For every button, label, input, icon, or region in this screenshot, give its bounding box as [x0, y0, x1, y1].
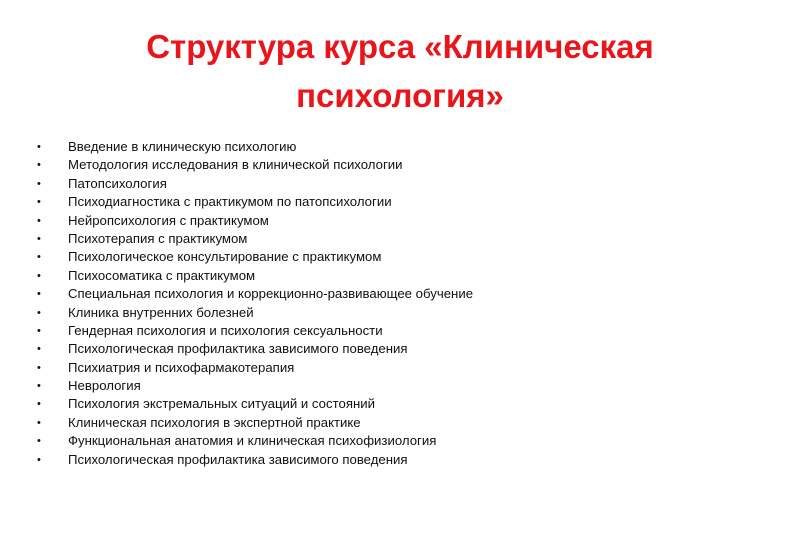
list-item-text: Методология исследования в клинической психологии — [68, 157, 403, 173]
list-item — [37, 175, 777, 193]
list-item — [37, 451, 777, 469]
list-item — [37, 230, 777, 248]
slide-title: Структура курса «Клиническая психология» — [146, 28, 654, 114]
bullet-icon: • — [37, 416, 41, 429]
bullet-icon: • — [37, 435, 41, 448]
list-item-text: Неврология — [68, 378, 141, 394]
list-item-text: Психосоматика с практикумом — [68, 267, 256, 283]
list-item-text: Клиника внутренних болезней — [68, 304, 254, 320]
list-item — [37, 414, 777, 432]
bullet-icon: • — [37, 380, 41, 393]
list-item-text: Патопсихология — [68, 175, 167, 191]
list-item — [37, 322, 777, 340]
bullet-icon: • — [37, 141, 41, 153]
list-item — [37, 156, 777, 174]
list-item — [37, 359, 777, 377]
list-item — [37, 340, 777, 358]
bullet-icon: • — [37, 251, 41, 264]
bullet-icon: • — [37, 398, 41, 411]
bullet-icon: • — [37, 288, 41, 301]
list-item-text: Психодиагностика с практикумом по патопсихологии — [68, 194, 392, 210]
bullet-icon: • — [37, 159, 41, 172]
list-item-text: Специальная психология и коррекционно-развивающее обучение — [68, 286, 474, 302]
list-item — [37, 377, 777, 395]
list-item-text: Введение в клиническую психологию — [68, 139, 297, 154]
list-item — [37, 267, 777, 285]
list-item-text: Психологическая профилактика зависимого поведения — [68, 451, 408, 467]
list-item-text: Психологическое консультирование с практикумом — [68, 249, 382, 265]
list-item-text: Клиническая психология в экспертной практике — [68, 414, 361, 430]
list-item — [37, 432, 777, 450]
list-item — [37, 193, 777, 211]
list-item — [37, 212, 777, 230]
bullet-icon: • — [37, 196, 41, 209]
bullet-icon: • — [37, 232, 41, 245]
list-item-text: Гендерная психология и психология сексуальности — [68, 322, 383, 338]
list-item — [37, 395, 777, 413]
bullet-icon: • — [37, 177, 41, 190]
list-item-text: Психиатрия и психофармакотерапия — [68, 359, 295, 375]
course-list — [37, 138, 777, 469]
bullet-icon: • — [37, 269, 41, 282]
bullet-icon: • — [37, 453, 41, 466]
list-item — [37, 138, 777, 156]
list-item — [37, 304, 777, 322]
bullet-icon: • — [37, 214, 41, 227]
list-item — [37, 285, 777, 303]
bullet-icon: • — [37, 343, 41, 356]
list-item-text: Функциональная анатомия и клиническая психофизиология — [68, 433, 437, 449]
list-item-text: Нейропсихология с практикумом — [68, 212, 269, 228]
bullet-icon: • — [37, 306, 41, 319]
list-item-text: Психология экстремальных ситуаций и состояний — [68, 396, 375, 412]
bullet-icon: • — [37, 361, 41, 374]
list-item-text: Психологическая профилактика зависимого поведения — [68, 341, 408, 357]
bullet-icon: • — [37, 324, 41, 337]
list-item-text: Психотерапия с практикумом — [68, 230, 248, 246]
list-item — [37, 248, 777, 266]
